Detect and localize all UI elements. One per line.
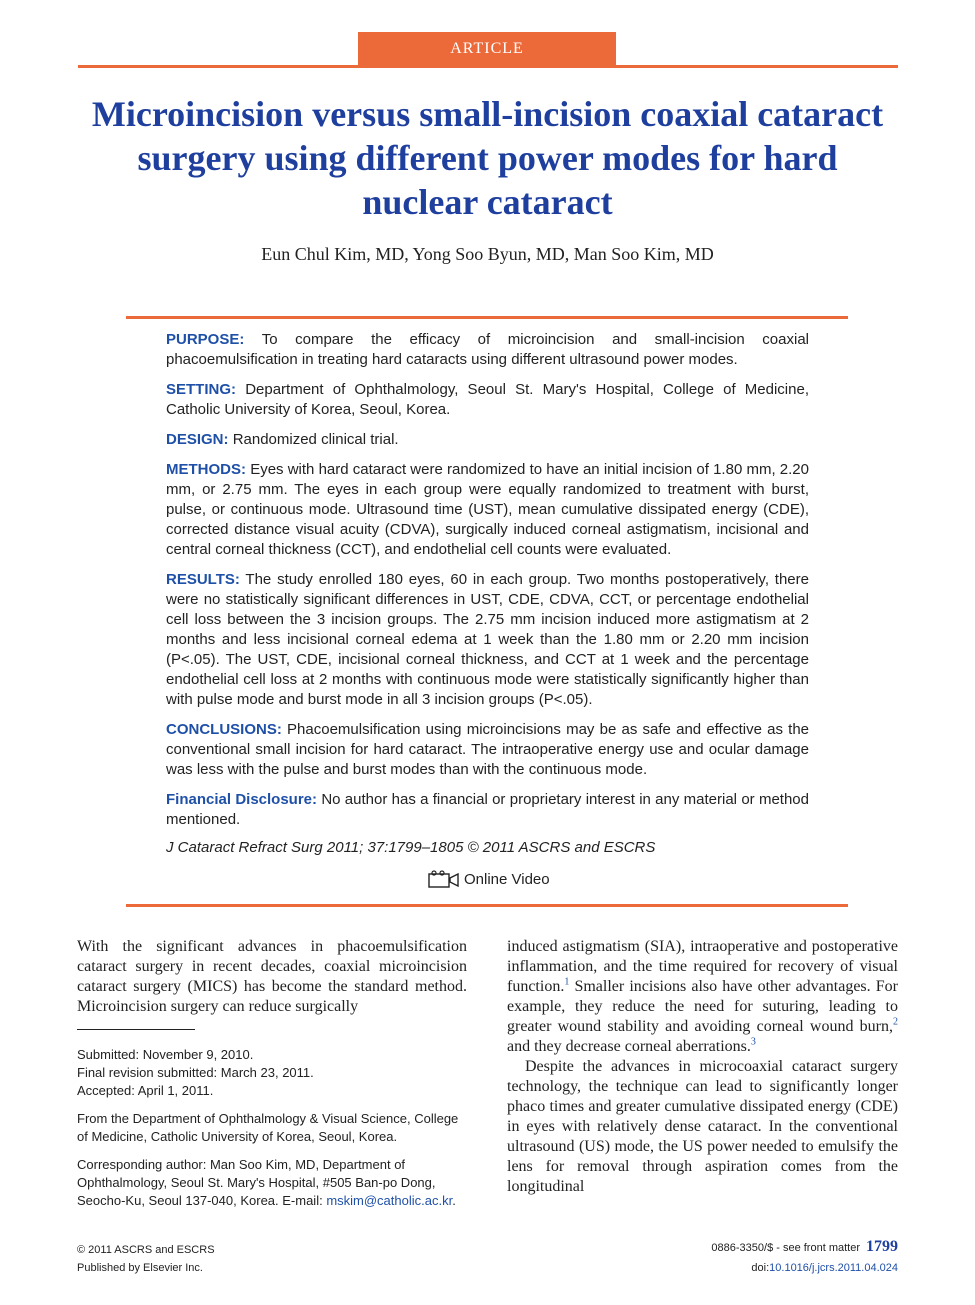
purpose-text: To compare the efficacy of microincision and small-incision coaxial phacoemulsification in treating hard cataracts using different ultrasound power modes.: [166, 331, 809, 368]
article-title: Microincision versus small-incision coaxial cataract surgery using different power modes for hard nuclear cataract: [91, 94, 884, 222]
footer-copyright: © 2011 ASCRS and ESCRS: [77, 1244, 215, 1256]
abstract-bottom-rule: [126, 904, 848, 907]
setting-text: Department of Ophthalmology, Seoul St. Mary's Hospital, College of Medicine, Catholic University of Korea, Seoul, Korea.: [166, 381, 809, 418]
header-divider: [78, 65, 898, 68]
online-video-label: Online Video: [464, 870, 550, 888]
body-text: and they decrease corneal aberrations.: [507, 1038, 751, 1055]
abstract-disclosure: [166, 790, 809, 830]
footer-right: [711, 1237, 898, 1278]
corresponding-end: .: [452, 1193, 456, 1208]
body-column-right: [507, 937, 898, 1197]
design-text: Randomized clinical trial.: [232, 431, 399, 448]
article-notes: [77, 1046, 467, 1220]
abstract-top-rule: [126, 316, 848, 319]
abstract: [166, 330, 809, 840]
corresponding-author: [77, 1156, 467, 1210]
results-text: The study enrolled 180 eyes, 60 in each group. Two months postoperatively, there were no statistically significant differences in UST, CDE, CDVA, CCT, or percentage endothelial cell loss between the 3 incision groups. The 2.75 mm incision induced more astigmatism at 2 months and less incisional corneal edema at 1 week than the 1.80 mm or 2.20 mm incision (P<.05). The UST, CDE, incisional corneal thickness, and CCT at 1 week and the percentage endothelial cell loss at 2 months with continuous mode were statistically significantly higher than with pulse mode and burst mode in all 3 incision groups (P<.05).: [166, 571, 809, 708]
body-text: induced astigmatism (SIA), intraoperative and postoperative inflammation, and the time required for recovery of visual function.: [507, 938, 898, 995]
accepted-date: Accepted: April 1, 2011.: [77, 1083, 214, 1098]
reference-link[interactable]: 2: [893, 1016, 898, 1028]
disclosure-label: Financial Disclosure:: [166, 791, 318, 808]
purpose-label: PURPOSE:: [166, 331, 245, 348]
abstract-setting: [166, 380, 809, 420]
email-link[interactable]: mskim@catholic.ac.kr: [326, 1193, 453, 1208]
submitted-date: Submitted: November 9, 2010.: [77, 1047, 254, 1062]
body-column-left: With the significant advances in phacoemulsification cataract surgery in recent decades, coaxial microincision cataract surgery (MICS) has become the standard method. Microincision surgery can reduce surgically: [77, 938, 467, 1015]
abstract-methods: [166, 460, 809, 560]
journal-citation: J Cataract Refract Surg 2011; 37:1799–1805 © 2011 ASCRS and ESCRS: [166, 839, 656, 856]
abstract-design: [166, 430, 809, 450]
doi-label: doi:: [751, 1262, 770, 1274]
author-list: Eun Chul Kim, MD, Yong Soo Byun, MD, Man Soo Kim, MD: [261, 244, 714, 264]
footnote-divider: [77, 1029, 195, 1030]
conclusions-text: Phacoemulsification using microincisions may be as safe and effective as the conventional small incision for hard cataract. The intraoperative energy use and ocular damage was less with the pulse and burst modes than with the continuous mode.: [166, 721, 810, 778]
reference-link[interactable]: 1: [564, 976, 570, 988]
abstract-results: [166, 570, 809, 710]
reference-link[interactable]: 3: [750, 1036, 756, 1048]
footer-publisher: Published by Elsevier Inc.: [77, 1262, 203, 1274]
revision-date: Final revision submitted: March 23, 2011.: [77, 1065, 314, 1080]
abstract-purpose: [166, 330, 809, 370]
video-camera-icon: [428, 870, 460, 888]
footer-issn: 0886-3350/$ - see front matter: [711, 1242, 860, 1254]
results-label: RESULTS:: [166, 571, 240, 588]
article-type-badge: ARTICLE: [358, 32, 616, 66]
page-number: 1799: [866, 1238, 898, 1255]
footer-left: [77, 1241, 215, 1277]
body-paragraph: [507, 937, 898, 1057]
body-text: Smaller incisions also have other advantages. For example, they reduce the need for suturing, leading to greater wound stability and avoiding corneal wound burn,: [507, 978, 898, 1035]
doi-link[interactable]: 10.1016/j.jcrs.2011.04.024: [769, 1262, 898, 1274]
affiliation: From the Department of Ophthalmology & Visual Science, College of Medicine, Catholic University of Korea, Seoul, Korea.: [77, 1111, 459, 1144]
online-video-link[interactable]: [428, 870, 550, 888]
disclosure-text: No author has a financial or proprietary interest in any material or method mentioned.: [166, 791, 809, 828]
body-paragraph: Despite the advances in microcoaxial cataract surgery technology, the technique can lead to significantly longer phaco times and greater cumulative dissipated energy (CDE) in eyes with relatively dense cataract. In the conventional ultrasound (US) mode, the US power needed to emulsify the lens for removal through aspiration comes from the longitudinal: [507, 1058, 898, 1195]
conclusions-label: CONCLUSIONS:: [166, 721, 282, 738]
abstract-conclusions: [166, 720, 809, 780]
setting-label: SETTING:: [166, 381, 236, 398]
methods-text: Eyes with hard cataract were randomized to have an initial incision of 1.80 mm, 2.20 mm, or 2.75 mm. The eyes in each group were equally randomized to treatment with burst, pulse, or continuous mode. Ultrasound time (UST), mean cumulative dissipated energy (CDE), corrected distance visual acuity (CDVA), surgically induced corneal astigmatism, incisional and central corneal thickness (CCT), and endothelial cell counts were evaluated.: [166, 461, 809, 558]
methods-label: METHODS:: [166, 461, 246, 478]
design-label: DESIGN:: [166, 431, 229, 448]
corresponding-text: Corresponding author: Man Soo Kim, MD, Department of Ophthalmology, Seoul St. Mary's Hospital, #505 Ban-po Dong, Seocho-Ku, Seoul 137-040, Korea. E-mail:: [77, 1157, 436, 1208]
